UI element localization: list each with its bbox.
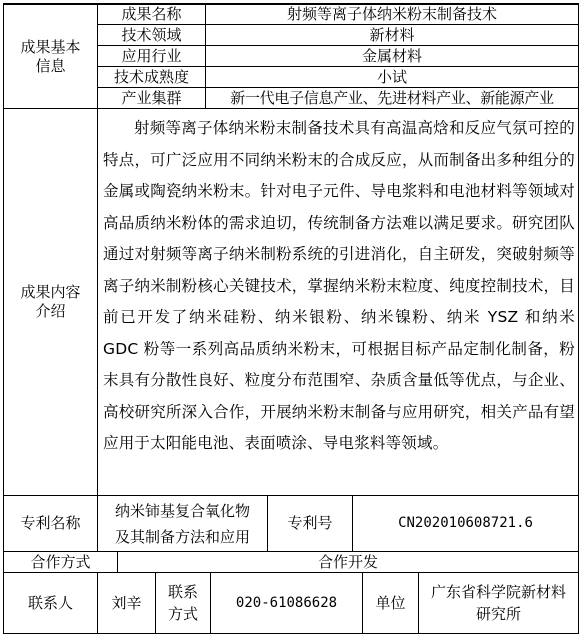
- patent-number-value: CN202010608721.6: [398, 515, 533, 531]
- patent-name-value: 纳米铈基复合氧化物及其制备方法和应用: [114, 501, 250, 546]
- contact-person-value: 刘辛: [111, 593, 142, 612]
- unit-label: 单位: [375, 593, 406, 612]
- patent-name-label: 专利名称: [20, 514, 81, 532]
- patent-number-label: 专利号: [287, 514, 333, 532]
- industry-value: 金属材料: [361, 46, 422, 65]
- basic-info-section-label: 成果基本信息: [20, 37, 81, 75]
- tech-field-label: 技术领域: [121, 25, 182, 44]
- contact-method-label: 联系方式: [167, 583, 198, 623]
- content-section-label: 成果内容介绍: [20, 283, 81, 320]
- industry-cluster-label: 产业集群: [121, 88, 182, 107]
- contact-person-label: 联系人: [27, 593, 73, 612]
- table-border-right: [578, 3, 579, 634]
- industry-label: 应用行业: [121, 46, 182, 65]
- unit-value: 广东省科学院新材料研究所: [430, 583, 566, 623]
- tech-field-value: 新材料: [369, 25, 415, 44]
- col-divider: [97, 108, 98, 496]
- content-description: 射频等离子体纳米粉末制备技术具有高温高焓和反应气氛可控的特点，可广泛应用不同纳米粉末的合成反应，从而制备出多种组分的金属或陶瓷纳米粉末。针对电子元件、导电浆料和电池材料等领域对高品质纳米粉体的需求迫切，传统制备方法难以满足要求。研究团队通过对射频等离子纳米制粉系统的引进消化，自主研发，突破射频等离子纳米制粉核心关键技术，掌握纳米粉末粒度、纯度控制技术，目前已开发了纳米硅粉、纳米银粉、纳米镍粉、纳米 YSZ 和纳米 GDC 粉等一系列高品质纳米粉末，可根据目标产品定制化制备，粉末具有分散性良好、粒度分布范围窄、杂质含量低等优点，与企业、高校研究所深入合作，开展纳米粉末制备与应用研究，相关产品有望应用于太阳能电池、表面喷涂、导电浆料等领域。: [103, 119, 575, 452]
- maturity-label: 技术成熟度: [113, 67, 189, 86]
- achievement-name-label: 成果名称: [121, 5, 182, 23]
- achievement-name-value: 射频等离子体纳米粉末制备技术: [286, 5, 497, 23]
- table-border-bottom: [3, 633, 579, 634]
- maturity-value: 小试: [376, 67, 407, 86]
- cooperation-label: 合作方式: [30, 552, 91, 571]
- contact-method-value: 020-61086628: [235, 594, 338, 611]
- industry-cluster-value: 新一代电子信息产业、先进材料产业、新能源产业: [230, 88, 554, 107]
- cooperation-value: 合作开发: [317, 552, 378, 571]
